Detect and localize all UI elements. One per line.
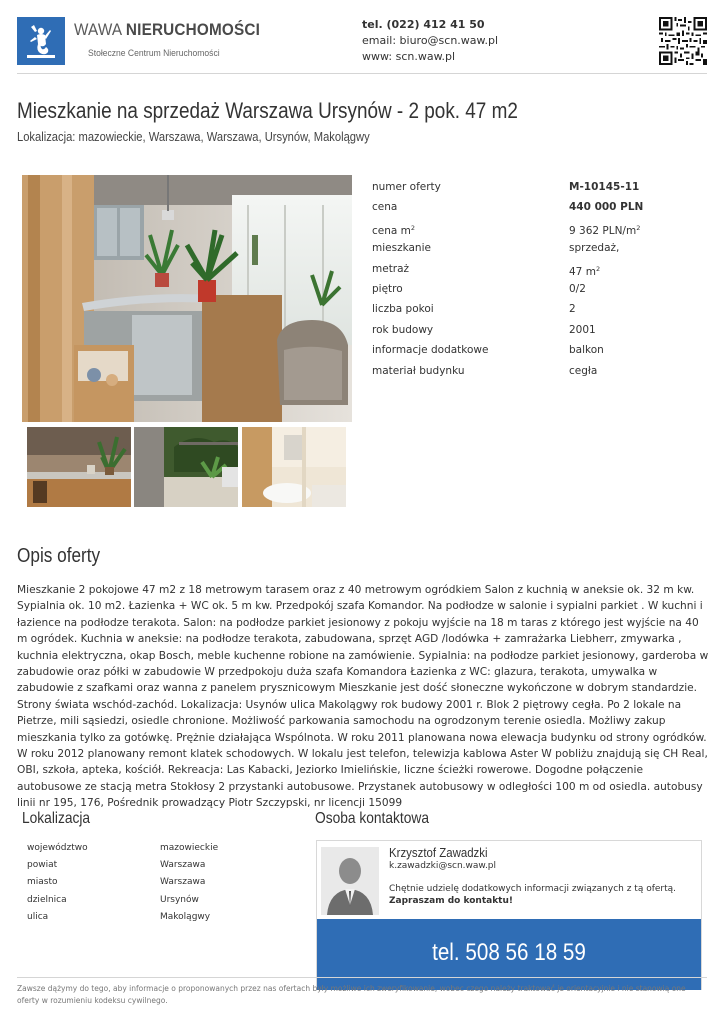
footer-divider bbox=[17, 977, 707, 978]
details-table bbox=[372, 177, 672, 381]
details-row-price-m2: cena $m^2$ 9 362 PLN/$m^2$ bbox=[372, 218, 672, 238]
location-table bbox=[27, 843, 287, 929]
agent-heading: Osoba kontaktowa bbox=[315, 810, 429, 827]
location-row: ulica Makolągwy bbox=[27, 911, 211, 922]
agent-email[interactable]: k.zawadzki@scn.waw.pl bbox=[389, 861, 497, 871]
agent-phone-bar[interactable] bbox=[317, 919, 701, 990]
agent-avatar-icon bbox=[321, 847, 379, 915]
location-row: miasto Warszawa bbox=[27, 877, 206, 888]
offer-number: M-10145-11 bbox=[569, 181, 640, 193]
header-divider bbox=[17, 73, 707, 74]
qr-code-icon bbox=[659, 17, 707, 65]
agent-phone[interactable]: tel. 508 56 18 59 bbox=[432, 939, 586, 966]
details-row-apartment: mieszkanie sprzedaż, bbox=[372, 242, 620, 255]
agency-email[interactable]: email: biuro@scn.waw.pl bbox=[362, 34, 499, 47]
agency-contact bbox=[362, 17, 498, 65]
location-row: województwo mazowieckie bbox=[27, 843, 219, 853]
location-line: Lokalizacja: mazowieckie, Warszawa, Warszawa, Ursynów, Makolągwy bbox=[17, 129, 370, 144]
location-row: powiat Warszawa bbox=[27, 860, 206, 871]
page-title: Mieszkanie na sprzedaż Warszawa Ursynów - 2 pok. 47 m2 bbox=[17, 98, 518, 123]
details-row-area: metraż 47 $m^2$ bbox=[372, 262, 601, 278]
details-row-year: rok budowy 2001 bbox=[372, 323, 596, 336]
details-row-material: materiał budynku cegła bbox=[372, 364, 598, 377]
price: 440 000 PLN bbox=[569, 201, 644, 214]
brand-tagline: Stołeczne Centrum Nieruchomości bbox=[88, 48, 220, 59]
footer-disclaimer: Zawsze dążymy do tego, aby informacje o proponowanych przez nas ofertach były możliwe ich zweryfikowanie, wobec czego należy traktować je orientacyjnie i nie stanowią one oferty w rozumieniu kodeksu cywilnego. bbox=[17, 984, 686, 1005]
details-row-floor: piętro 0/2 bbox=[372, 282, 586, 295]
agency-www[interactable]: www: scn.waw.pl bbox=[362, 50, 456, 63]
agent-name: Krzysztof Zawadzki bbox=[389, 845, 488, 860]
agency-phone: tel. (022) 412 41 50 bbox=[362, 18, 485, 31]
details-row-price: cena 440 000 PLN bbox=[372, 197, 672, 217]
agent-card bbox=[316, 840, 702, 990]
location-row: dzielnica Ursynów bbox=[27, 894, 199, 905]
price-per-m2: 9 362 PLN/$m^2$ bbox=[569, 223, 641, 237]
description-text: Mieszkanie 2 pokojowe 47 m2 z 18 metrowym tarasem oraz z 40 metrowym ogródkiem Salon z kuchnią w aneksie ok. 32 m kw. Sypialnia ok. 10 m2. Łazienka + WC ok. 5 m kw. Przedpokój szafa Komandor. Na podłodze w salonie i sypialni parkiet . W kuchni i łazience na podłodze terakota. Salon: na podłodze parkiet jesionowy z pokoju wyjście na 18 m taras z którego jest wyjście na 40 m ogródek. Kuchnia w aneksie: na podłodze terakota, zabudowana, sprzęt AGD /lodówka + zamrażarka Liebherr, zmywarka , kuchnia elektryczna, okap Bosch, meble kuchenne robione na zamówienie. Sypialnia: na podłodze parkiet jesionowy, garderoba w zabudowie oraz półki w zabudowie W przedpokoju duża szafa Komandora Łazienka z WC: glazura, terakota, umywalka w zabudowie z szafkami oraz wanna z panelem prysznicowym Mieszkanie jest dość słoneczne wykończone w dobrym standardzie. Strony świata wschód-zachód. Lokalizacja: Usynów ulica Makolągwy rok budowy 2001 r. Blok 2 piętrowy cegła. Po 2 lokale na Pietrze, mili sąsiedzi, osiedle chronione. Możliwość parkowania samochodu na ogrodzonym terenie osiedla. Możliwy zakup mieszkania tylko za gotówkę. Prężnie działająca Wspólnota. W roku 2011 planowana nowa elewacja budynku od strony ogródków. W roku 2012 planowany remont klatek schodowych. W lokalu jest telefon, telewizja kablowa Aster W pobliżu znajdują się CH Real, OBI, szkoła, apteka, kościół. Rekreacja: Las Kabacki, Jeziorko Imielińskie, liczne ścieżki rowerowe. Dogodne połączenie autobusowe ze stacją metra Stokłosy 2 przystanki autobusowe. Przystanek autobusowy w odległości 100 m od osiedla. autobusy linii nr 195, 176, Pośrednik prowadzący Piotr Szczypski, nr licencji 15099 bbox=[17, 584, 709, 810]
details-row-offer-number: numer oferty M-10145-11 bbox=[372, 177, 672, 197]
thumbnail-bathroom[interactable] bbox=[242, 427, 346, 507]
contact-cta: Zapraszam do kontaktu! bbox=[389, 896, 514, 906]
details-row-rooms: liczba pokoi 2 bbox=[372, 303, 576, 316]
thumbnail-terrace[interactable] bbox=[134, 427, 238, 507]
main-photo[interactable] bbox=[22, 175, 352, 422]
logo bbox=[17, 17, 65, 65]
description-heading: Opis oferty bbox=[17, 545, 101, 567]
agent-note: Chętnie udzielę dodatkowych informacji związanych z tą ofertą. Zapraszam do kontaktu! bbox=[389, 884, 677, 906]
thumbnail-kitchen[interactable] bbox=[27, 427, 131, 507]
brand-name: WAWA NIERUCHOMOŚCI bbox=[74, 20, 261, 39]
mermaid-icon bbox=[17, 17, 65, 65]
location-heading: Lokalizacja bbox=[22, 810, 91, 827]
details-row-extra: informacje dodatkowe balkon bbox=[372, 344, 604, 357]
